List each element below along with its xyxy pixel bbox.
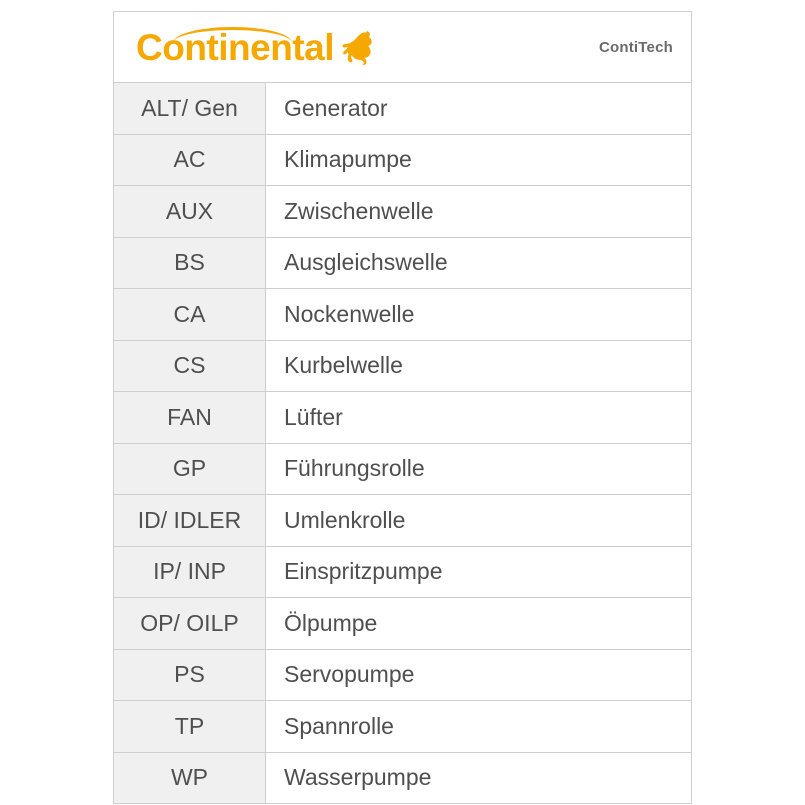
table-row	[114, 650, 691, 702]
table-row	[114, 238, 691, 290]
abbreviation-code: TP	[114, 701, 266, 752]
contitech-sub-brand: ContiTech	[598, 38, 673, 56]
abbreviation-term: Umlenkrolle	[266, 495, 691, 546]
table-row	[114, 135, 691, 187]
table-row	[114, 444, 691, 496]
abbreviation-code: FAN	[114, 392, 266, 443]
abbreviation-term: Kurbelwelle	[266, 341, 691, 392]
abbreviation-term: Lüfter	[266, 392, 691, 443]
abbreviation-term: Klimapumpe	[266, 135, 691, 186]
abbreviation-code: AC	[114, 135, 266, 186]
table-row	[114, 495, 691, 547]
abbreviation-code: ALT/ Gen	[114, 83, 266, 134]
abbreviation-code: CA	[114, 289, 266, 340]
table-row	[114, 289, 691, 341]
continental-logo	[136, 26, 380, 68]
abbreviation-term: Servopumpe	[266, 650, 691, 701]
table-row	[114, 341, 691, 393]
abbreviation-code: GP	[114, 444, 266, 495]
brand-header	[114, 12, 691, 83]
abbreviation-term: Wasserpumpe	[266, 753, 691, 804]
abbreviation-code: WP	[114, 753, 266, 804]
rearing-horse-icon	[338, 26, 380, 68]
table-row	[114, 753, 691, 805]
table-row	[114, 83, 691, 135]
table-row	[114, 547, 691, 599]
abbreviation-code: AUX	[114, 186, 266, 237]
abbreviation-term: Einspritzpumpe	[266, 547, 691, 598]
abbreviation-table	[113, 11, 692, 804]
table-row	[114, 598, 691, 650]
abbreviation-code: OP/ OILP	[114, 598, 266, 649]
abbreviation-code: ID/ IDLER	[114, 495, 266, 546]
abbreviation-code: CS	[114, 341, 266, 392]
abbreviation-code: PS	[114, 650, 266, 701]
abbreviation-term: Ausgleichswelle	[266, 238, 691, 289]
table-row	[114, 186, 691, 238]
abbreviation-term: Zwischenwelle	[266, 186, 691, 237]
abbreviation-term: Generator	[266, 83, 691, 134]
abbreviation-code: IP/ INP	[114, 547, 266, 598]
abbreviation-term: Führungsrolle	[266, 444, 691, 495]
table-row	[114, 701, 691, 753]
abbreviation-code: BS	[114, 238, 266, 289]
table-row	[114, 392, 691, 444]
abbreviation-term: Spannrolle	[266, 701, 691, 752]
abbreviation-term: Ölpumpe	[266, 598, 691, 649]
continental-wordmark: Continental	[136, 26, 334, 68]
abbreviation-term: Nockenwelle	[266, 289, 691, 340]
